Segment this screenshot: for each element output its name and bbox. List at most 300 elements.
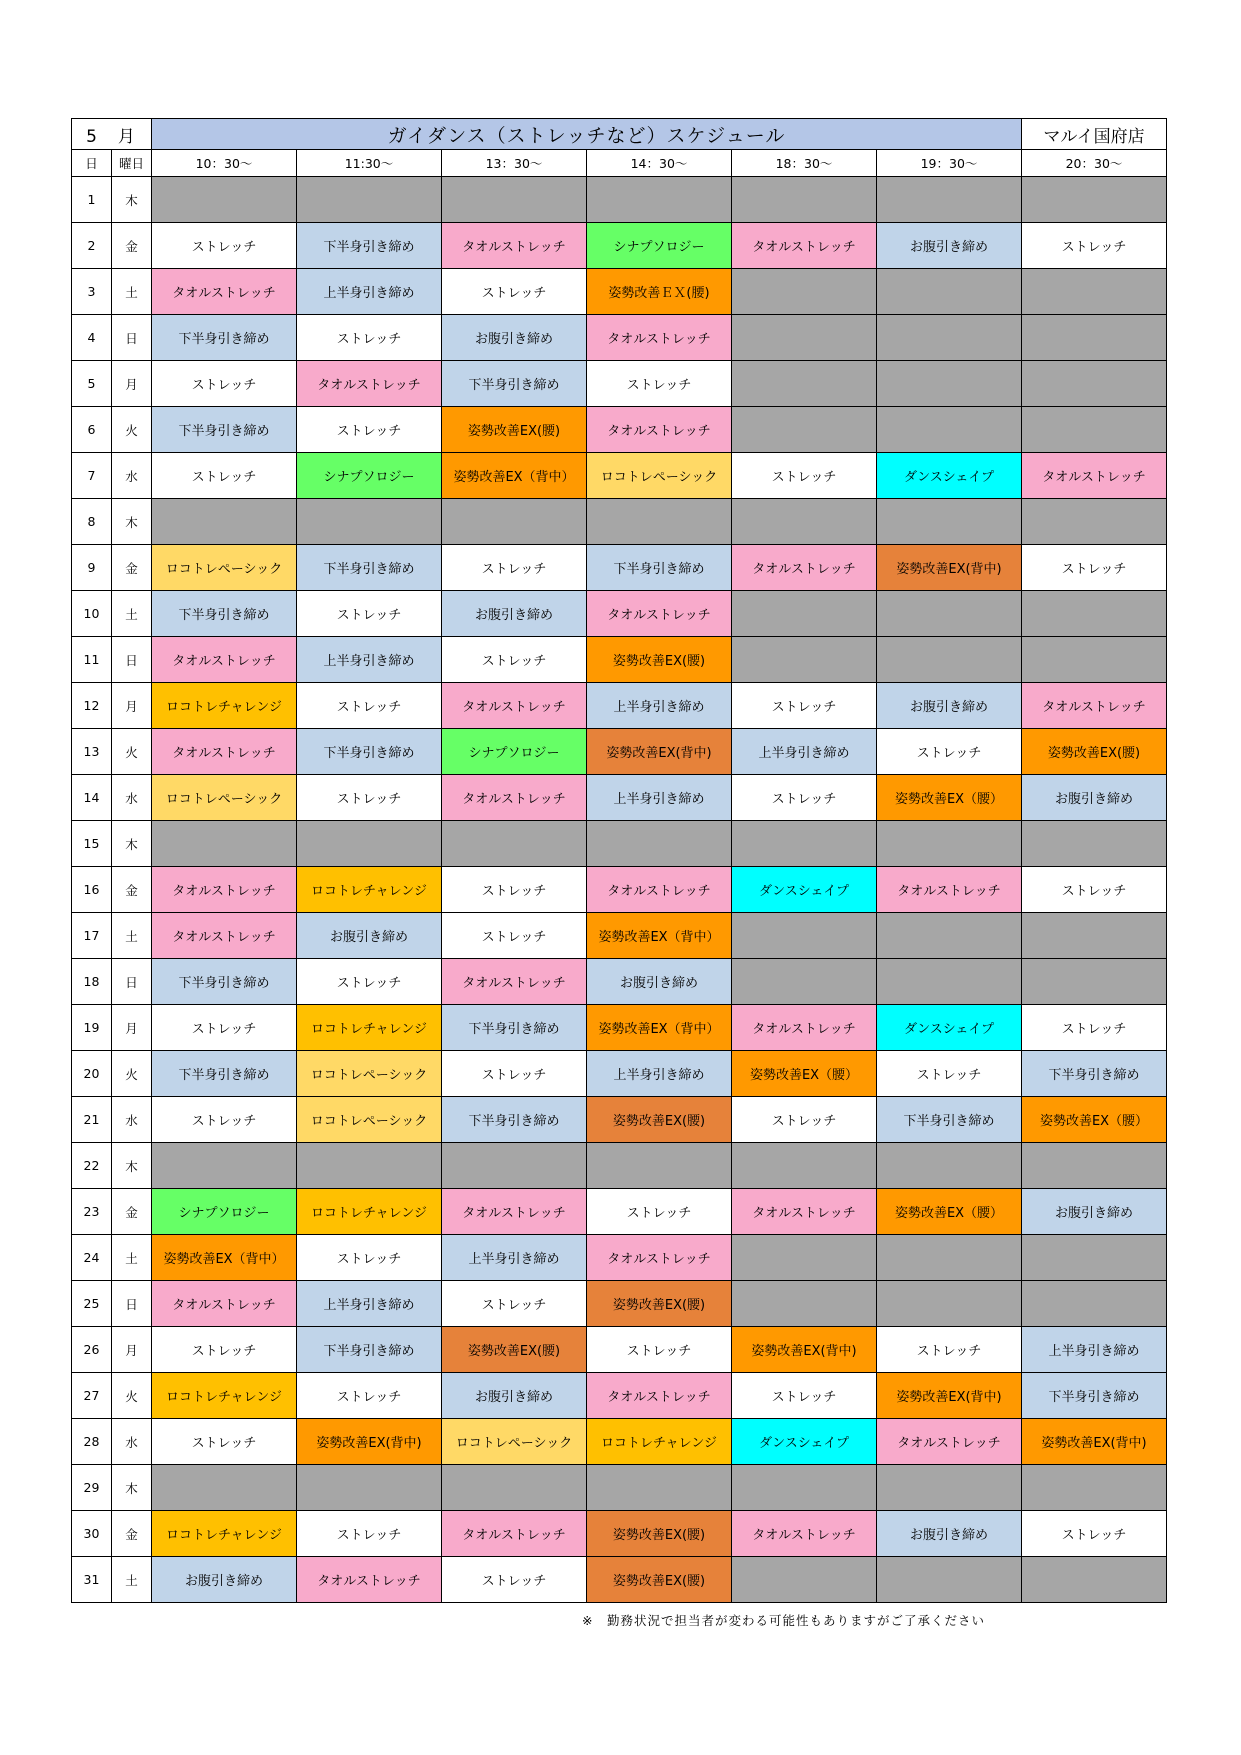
class-cell: ダンスシェイプ: [877, 453, 1022, 499]
closed-cell: [152, 499, 297, 545]
table-row: [72, 1051, 1167, 1097]
table-row: [72, 361, 1167, 407]
closed-cell: [732, 361, 877, 407]
class-cell: お腹引き締め: [297, 913, 442, 959]
month-label: 月: [117, 126, 137, 147]
class-cell: ダンスシェイプ: [732, 867, 877, 913]
class-cell: ストレッチ: [152, 453, 297, 499]
closed-cell: [442, 1143, 587, 1189]
table-row: [72, 821, 1167, 867]
day-number: 5: [72, 361, 112, 407]
closed-cell: [732, 959, 877, 1005]
class-cell: ロコトレチャレンジ: [297, 867, 442, 913]
closed-cell: [1022, 1557, 1167, 1603]
time-header: 18：30～: [732, 150, 877, 177]
weekday: 金: [112, 1189, 152, 1235]
class-cell: 姿勢改善EX(腰): [587, 1281, 732, 1327]
time-header: 14：30～: [587, 150, 732, 177]
closed-cell: [587, 1143, 732, 1189]
closed-cell: [1022, 1281, 1167, 1327]
class-cell: ロコトレペーシック: [297, 1097, 442, 1143]
day-number: 6: [72, 407, 112, 453]
day-number: 19: [72, 1005, 112, 1051]
class-cell: 姿勢改善EX(背中): [877, 1373, 1022, 1419]
day-number: 27: [72, 1373, 112, 1419]
class-cell: タオルストレッチ: [732, 1005, 877, 1051]
class-cell: 姿勢改善EX(背中): [877, 545, 1022, 591]
class-cell: お腹引き締め: [1022, 1189, 1167, 1235]
closed-cell: [877, 637, 1022, 683]
class-cell: ストレッチ: [877, 1051, 1022, 1097]
weekday: 水: [112, 775, 152, 821]
closed-cell: [442, 1465, 587, 1511]
weekday: 水: [112, 1097, 152, 1143]
class-cell: ストレッチ: [877, 1327, 1022, 1373]
weekday: 木: [112, 821, 152, 867]
class-cell: タオルストレッチ: [442, 223, 587, 269]
class-cell: 下半身引き締め: [442, 361, 587, 407]
class-cell: ストレッチ: [297, 1511, 442, 1557]
closed-cell: [152, 1143, 297, 1189]
table-row: [72, 1189, 1167, 1235]
closed-cell: [297, 821, 442, 867]
class-cell: ストレッチ: [442, 1557, 587, 1603]
weekday: 火: [112, 1373, 152, 1419]
class-cell: タオルストレッチ: [1022, 683, 1167, 729]
day-number: 20: [72, 1051, 112, 1097]
table-row: [72, 1281, 1167, 1327]
class-cell: ストレッチ: [152, 1419, 297, 1465]
class-cell: 姿勢改善EX(背中): [1022, 1419, 1167, 1465]
class-cell: 下半身引き締め: [442, 1005, 587, 1051]
class-cell: ロコトレペーシック: [587, 453, 732, 499]
table-row: [72, 1143, 1167, 1189]
day-number: 17: [72, 913, 112, 959]
table-row: [72, 407, 1167, 453]
day-number: 14: [72, 775, 112, 821]
class-cell: 姿勢改善EX（腰）: [732, 1051, 877, 1097]
class-cell: お腹引き締め: [442, 315, 587, 361]
class-cell: ストレッチ: [442, 637, 587, 683]
class-cell: ストレッチ: [297, 1235, 442, 1281]
closed-cell: [877, 1143, 1022, 1189]
day-number: 18: [72, 959, 112, 1005]
class-cell: 姿勢改善EX(背中): [587, 729, 732, 775]
closed-cell: [732, 1465, 877, 1511]
class-cell: ロコトレペーシック: [152, 775, 297, 821]
class-cell: 姿勢改善EX(背中): [297, 1419, 442, 1465]
class-cell: 姿勢改善EX(腰): [587, 1557, 732, 1603]
weekday: 土: [112, 269, 152, 315]
closed-cell: [587, 499, 732, 545]
class-cell: 上半身引き締め: [297, 269, 442, 315]
table-row: [72, 729, 1167, 775]
class-cell: 姿勢改善EX（背中）: [587, 913, 732, 959]
time-header: 10：30～: [152, 150, 297, 177]
month-number: 5: [86, 126, 99, 147]
class-cell: ストレッチ: [297, 591, 442, 637]
class-cell: 上半身引き締め: [732, 729, 877, 775]
class-cell: 姿勢改善EX（背中）: [442, 453, 587, 499]
table-row: [72, 775, 1167, 821]
day-number: 1: [72, 177, 112, 223]
class-cell: 姿勢改善EX(腰): [1022, 729, 1167, 775]
closed-cell: [732, 499, 877, 545]
closed-cell: [732, 407, 877, 453]
day-number: 15: [72, 821, 112, 867]
class-cell: タオルストレッチ: [297, 1557, 442, 1603]
time-header: 11:30～: [297, 150, 442, 177]
closed-cell: [877, 315, 1022, 361]
weekday: 月: [112, 1005, 152, 1051]
class-cell: 上半身引き締め: [297, 637, 442, 683]
day-number: 3: [72, 269, 112, 315]
class-cell: タオルストレッチ: [152, 269, 297, 315]
table-row: [72, 453, 1167, 499]
closed-cell: [152, 1465, 297, 1511]
class-cell: お腹引き締め: [1022, 775, 1167, 821]
table-row: [72, 315, 1167, 361]
weekday: 木: [112, 1465, 152, 1511]
class-cell: お腹引き締め: [442, 1373, 587, 1419]
class-cell: ストレッチ: [1022, 867, 1167, 913]
class-cell: ロコトレチャレンジ: [152, 1373, 297, 1419]
class-cell: 上半身引き締め: [587, 775, 732, 821]
weekday: 火: [112, 407, 152, 453]
closed-cell: [1022, 821, 1167, 867]
class-cell: 下半身引き締め: [297, 223, 442, 269]
class-cell: 下半身引き締め: [1022, 1051, 1167, 1097]
closed-cell: [732, 1235, 877, 1281]
time-header: 19：30～: [877, 150, 1022, 177]
day-header: 日: [72, 150, 112, 177]
table-row: [72, 1097, 1167, 1143]
closed-cell: [152, 821, 297, 867]
closed-cell: [877, 407, 1022, 453]
class-cell: ストレッチ: [1022, 545, 1167, 591]
class-cell: ストレッチ: [442, 269, 587, 315]
class-cell: ロコトレチャレンジ: [152, 683, 297, 729]
class-cell: ストレッチ: [1022, 1005, 1167, 1051]
weekday: 火: [112, 729, 152, 775]
class-cell: ストレッチ: [152, 1327, 297, 1373]
weekday: 日: [112, 315, 152, 361]
closed-cell: [732, 821, 877, 867]
class-cell: ロコトレペーシック: [442, 1419, 587, 1465]
day-number: 22: [72, 1143, 112, 1189]
class-cell: タオルストレッチ: [297, 361, 442, 407]
class-cell: 下半身引き締め: [152, 959, 297, 1005]
table-row: [72, 1419, 1167, 1465]
table-row: [72, 1005, 1167, 1051]
page-title: ガイダンス（ストレッチなど）スケジュール: [152, 119, 1022, 150]
closed-cell: [877, 361, 1022, 407]
class-cell: ストレッチ: [297, 1373, 442, 1419]
closed-cell: [442, 177, 587, 223]
class-cell: 姿勢改善EX(腰): [442, 407, 587, 453]
closed-cell: [877, 591, 1022, 637]
day-number: 7: [72, 453, 112, 499]
class-cell: ストレッチ: [297, 315, 442, 361]
closed-cell: [732, 269, 877, 315]
weekday: 土: [112, 1557, 152, 1603]
class-cell: 姿勢改善EX（背中）: [152, 1235, 297, 1281]
closed-cell: [877, 499, 1022, 545]
table-row: [72, 1557, 1167, 1603]
class-cell: ストレッチ: [442, 1051, 587, 1097]
class-cell: タオルストレッチ: [587, 1373, 732, 1419]
class-cell: 下半身引き締め: [152, 315, 297, 361]
class-cell: 姿勢改善EX（腰）: [877, 775, 1022, 821]
closed-cell: [732, 1557, 877, 1603]
class-cell: ストレッチ: [732, 453, 877, 499]
closed-cell: [732, 913, 877, 959]
closed-cell: [1022, 1465, 1167, 1511]
table-row: [72, 1511, 1167, 1557]
class-cell: ストレッチ: [297, 959, 442, 1005]
class-cell: ロコトレチャレンジ: [152, 1511, 297, 1557]
weekday: 日: [112, 1281, 152, 1327]
weekday: 土: [112, 1235, 152, 1281]
class-cell: 下半身引き締め: [587, 545, 732, 591]
class-cell: ロコトレペーシック: [297, 1051, 442, 1097]
day-number: 13: [72, 729, 112, 775]
class-cell: タオルストレッチ: [732, 545, 877, 591]
table-row: [72, 545, 1167, 591]
day-number: 31: [72, 1557, 112, 1603]
class-cell: 姿勢改善EX(腰): [587, 1097, 732, 1143]
class-cell: タオルストレッチ: [877, 1419, 1022, 1465]
closed-cell: [1022, 591, 1167, 637]
closed-cell: [297, 1465, 442, 1511]
closed-cell: [297, 177, 442, 223]
closed-cell: [877, 1557, 1022, 1603]
closed-cell: [152, 177, 297, 223]
class-cell: ストレッチ: [297, 407, 442, 453]
closed-cell: [1022, 499, 1167, 545]
table-row: [72, 959, 1167, 1005]
class-cell: タオルストレッチ: [587, 867, 732, 913]
class-cell: ストレッチ: [297, 683, 442, 729]
time-header: 20：30～: [1022, 150, 1167, 177]
class-cell: ストレッチ: [732, 1373, 877, 1419]
class-cell: タオルストレッチ: [152, 637, 297, 683]
class-cell: ストレッチ: [442, 913, 587, 959]
weekday: 火: [112, 1051, 152, 1097]
weekday: 土: [112, 591, 152, 637]
class-cell: 下半身引き締め: [152, 591, 297, 637]
weekday: 木: [112, 499, 152, 545]
class-cell: シナプソロジー: [587, 223, 732, 269]
closed-cell: [1022, 407, 1167, 453]
class-cell: 下半身引き締め: [442, 1097, 587, 1143]
class-cell: 下半身引き締め: [152, 1051, 297, 1097]
footnote: ※ 勤務状況で担当者が変わる可能性もありますがご了承ください: [582, 1613, 985, 1628]
closed-cell: [297, 1143, 442, 1189]
class-cell: タオルストレッチ: [732, 223, 877, 269]
closed-cell: [877, 177, 1022, 223]
closed-cell: [1022, 361, 1167, 407]
weekday: 月: [112, 683, 152, 729]
store-name: マルイ国府店: [1022, 119, 1167, 150]
closed-cell: [877, 1235, 1022, 1281]
class-cell: ロコトレペーシック: [152, 545, 297, 591]
table-row: [72, 1235, 1167, 1281]
class-cell: タオルストレッチ: [442, 1511, 587, 1557]
day-number: 8: [72, 499, 112, 545]
class-cell: 下半身引き締め: [297, 729, 442, 775]
class-cell: ロコトレチャレンジ: [297, 1005, 442, 1051]
closed-cell: [732, 315, 877, 361]
table-row: [72, 223, 1167, 269]
closed-cell: [442, 821, 587, 867]
weekday: 金: [112, 223, 152, 269]
class-cell: ストレッチ: [442, 867, 587, 913]
closed-cell: [1022, 637, 1167, 683]
weekday: 月: [112, 361, 152, 407]
class-cell: タオルストレッチ: [587, 407, 732, 453]
weekday: 月: [112, 1327, 152, 1373]
table-row: [72, 1327, 1167, 1373]
weekday: 日: [112, 637, 152, 683]
weekday: 水: [112, 1419, 152, 1465]
class-cell: シナプソロジー: [442, 729, 587, 775]
class-cell: お腹引き締め: [877, 683, 1022, 729]
class-cell: 姿勢改善EX（背中）: [587, 1005, 732, 1051]
day-number: 29: [72, 1465, 112, 1511]
closed-cell: [1022, 269, 1167, 315]
closed-cell: [877, 1281, 1022, 1327]
weekday: 金: [112, 867, 152, 913]
table-row: [72, 1465, 1167, 1511]
class-cell: ストレッチ: [732, 775, 877, 821]
class-cell: タオルストレッチ: [732, 1189, 877, 1235]
class-cell: ストレッチ: [877, 729, 1022, 775]
column-header-row: [72, 150, 1167, 177]
closed-cell: [587, 177, 732, 223]
class-cell: 姿勢改善EX(背中): [732, 1327, 877, 1373]
class-cell: ストレッチ: [442, 545, 587, 591]
day-number: 2: [72, 223, 112, 269]
class-cell: 姿勢改善EX（腰）: [1022, 1097, 1167, 1143]
closed-cell: [732, 1281, 877, 1327]
table-row: [72, 1373, 1167, 1419]
closed-cell: [587, 1465, 732, 1511]
class-cell: ダンスシェイプ: [732, 1419, 877, 1465]
class-cell: タオルストレッチ: [587, 591, 732, 637]
class-cell: タオルストレッチ: [732, 1511, 877, 1557]
table-row: [72, 177, 1167, 223]
class-cell: タオルストレッチ: [152, 729, 297, 775]
class-cell: ロコトレチャレンジ: [587, 1419, 732, 1465]
table-row: [72, 867, 1167, 913]
day-number: 25: [72, 1281, 112, 1327]
class-cell: タオルストレッチ: [877, 867, 1022, 913]
class-cell: 上半身引き締め: [297, 1281, 442, 1327]
closed-cell: [732, 637, 877, 683]
day-number: 10: [72, 591, 112, 637]
class-cell: 上半身引き締め: [587, 683, 732, 729]
class-cell: 下半身引き締め: [1022, 1373, 1167, 1419]
class-cell: 姿勢改善EX(腰): [587, 1511, 732, 1557]
closed-cell: [877, 959, 1022, 1005]
class-cell: 上半身引き締め: [587, 1051, 732, 1097]
day-number: 12: [72, 683, 112, 729]
class-cell: 姿勢改善ＥＸ(腰): [587, 269, 732, 315]
table-row: [72, 591, 1167, 637]
class-cell: タオルストレッチ: [587, 315, 732, 361]
class-cell: シナプソロジー: [152, 1189, 297, 1235]
day-number: 23: [72, 1189, 112, 1235]
day-number: 24: [72, 1235, 112, 1281]
class-cell: シナプソロジー: [297, 453, 442, 499]
closed-cell: [732, 177, 877, 223]
class-cell: お腹引き締め: [587, 959, 732, 1005]
class-cell: 下半身引き締め: [152, 407, 297, 453]
closed-cell: [1022, 1143, 1167, 1189]
class-cell: ストレッチ: [587, 1189, 732, 1235]
month-cell: [72, 119, 152, 150]
class-cell: ストレッチ: [732, 1097, 877, 1143]
closed-cell: [1022, 959, 1167, 1005]
class-cell: お腹引き締め: [442, 591, 587, 637]
class-cell: ストレッチ: [152, 361, 297, 407]
class-cell: タオルストレッチ: [152, 867, 297, 913]
closed-cell: [1022, 315, 1167, 361]
class-cell: タオルストレッチ: [442, 1189, 587, 1235]
table-row: [72, 913, 1167, 959]
closed-cell: [587, 821, 732, 867]
closed-cell: [877, 821, 1022, 867]
weekday-header: 曜日: [112, 150, 152, 177]
closed-cell: [877, 1465, 1022, 1511]
class-cell: ストレッチ: [297, 775, 442, 821]
closed-cell: [877, 913, 1022, 959]
schedule-table: [71, 118, 1167, 1603]
day-number: 11: [72, 637, 112, 683]
title-row: [72, 119, 1167, 150]
class-cell: ストレッチ: [1022, 223, 1167, 269]
weekday: 水: [112, 453, 152, 499]
day-number: 9: [72, 545, 112, 591]
class-cell: ストレッチ: [152, 1097, 297, 1143]
closed-cell: [297, 499, 442, 545]
table-row: [72, 499, 1167, 545]
class-cell: 下半身引き締め: [297, 1327, 442, 1373]
class-cell: 下半身引き締め: [877, 1097, 1022, 1143]
weekday: 金: [112, 545, 152, 591]
closed-cell: [732, 1143, 877, 1189]
table-row: [72, 637, 1167, 683]
closed-cell: [1022, 913, 1167, 959]
class-cell: タオルストレッチ: [1022, 453, 1167, 499]
day-number: 4: [72, 315, 112, 361]
weekday: 木: [112, 1143, 152, 1189]
table-row: [72, 683, 1167, 729]
class-cell: ダンスシェイプ: [877, 1005, 1022, 1051]
class-cell: お腹引き締め: [152, 1557, 297, 1603]
closed-cell: [877, 269, 1022, 315]
class-cell: ストレッチ: [152, 223, 297, 269]
class-cell: タオルストレッチ: [152, 1281, 297, 1327]
class-cell: タオルストレッチ: [442, 959, 587, 1005]
class-cell: ストレッチ: [442, 1281, 587, 1327]
day-number: 16: [72, 867, 112, 913]
class-cell: 姿勢改善EX(腰): [587, 637, 732, 683]
class-cell: ストレッチ: [587, 1327, 732, 1373]
class-cell: 上半身引き締め: [442, 1235, 587, 1281]
class-cell: タオルストレッチ: [152, 913, 297, 959]
